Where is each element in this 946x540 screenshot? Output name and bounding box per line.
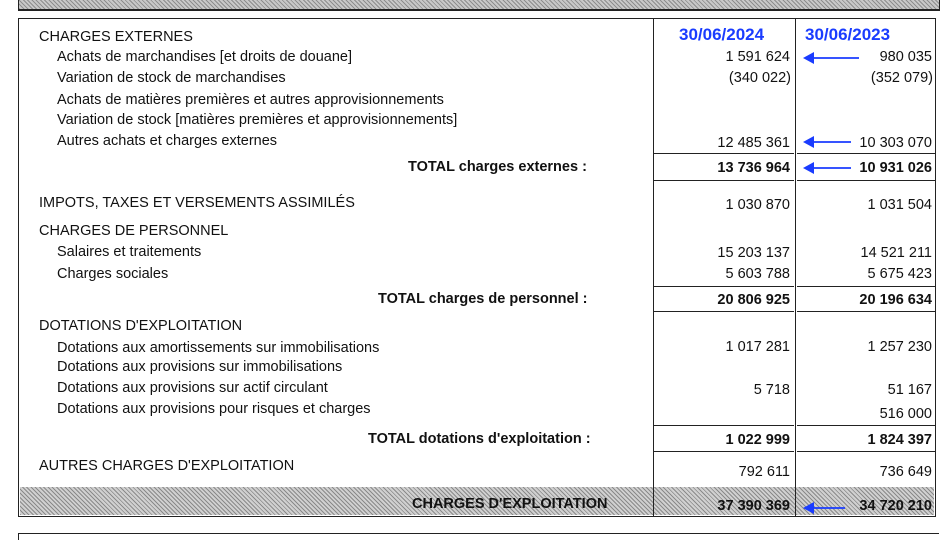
total-rule: [654, 311, 794, 312]
section-title-impots: IMPOTS, TAXES ET VERSEMENTS ASSIMILÉS: [39, 195, 355, 211]
section-title-dotations: DOTATIONS D'EXPLOITATION: [39, 318, 243, 334]
total-rule: [797, 180, 936, 181]
subtotal-rule: [654, 286, 794, 287]
row-value-2024: 792 611: [738, 464, 790, 480]
row-label: Achats de marchandises [et droits de douane]: [57, 49, 353, 65]
row-label: Dotations aux amortissements sur immobilisations: [57, 340, 380, 356]
row-value-2023: 1 257 230: [867, 339, 932, 355]
row-label: Dotations aux provisions sur immobilisations: [57, 359, 343, 375]
arrow-left-icon: [802, 135, 852, 149]
row-label: Autres achats et charges externes: [57, 133, 278, 149]
column-divider-2: [795, 18, 796, 517]
row-value-2023: 516 000: [879, 406, 932, 422]
section-title-personnel: CHARGES DE PERSONNEL: [39, 223, 229, 239]
row-value-2023: 51 167: [887, 382, 932, 398]
total-rule: [797, 311, 936, 312]
grand-total-value-2023: 34 720 210: [859, 498, 932, 514]
row-label: Charges sociales: [57, 266, 169, 282]
total-value-2024: 1 022 999: [725, 432, 790, 448]
row-value-2024: 1 591 624: [725, 49, 790, 65]
row-label: Salaires et traitements: [57, 244, 202, 260]
subtotal-rule: [654, 425, 794, 426]
row-value-2023: 10 303 070: [859, 135, 932, 151]
row-value-2023: 5 675 423: [867, 266, 932, 282]
total-value-2023: 20 196 634: [859, 292, 932, 308]
row-value-2024: 1 017 281: [725, 339, 790, 355]
grand-total-label: CHARGES D'EXPLOITATION: [412, 496, 608, 512]
row-value-2024: (340 022): [728, 70, 791, 86]
total-value-2023: 10 931 026: [859, 160, 932, 176]
arrow-left-icon: [802, 51, 860, 65]
row-value-2024: 5 718: [753, 382, 790, 398]
arrow-left-icon: [802, 161, 852, 175]
total-label-charges-externes: TOTAL charges externes :: [408, 159, 587, 175]
column-header-2023: 30/06/2023: [805, 25, 891, 44]
row-value-2024: 1 030 870: [725, 197, 790, 213]
row-label: Achats de matières premières et autres approvisionnements: [57, 92, 444, 108]
column-divider-1: [653, 487, 654, 515]
subtotal-rule: [797, 286, 936, 287]
row-value-2024: 12 485 361: [717, 135, 790, 151]
total-label-dotations: TOTAL dotations d'exploitation :: [368, 431, 591, 447]
total-label-personnel: TOTAL charges de personnel :: [378, 291, 588, 307]
total-rule: [797, 451, 936, 452]
column-divider-2: [795, 487, 796, 515]
section-title-autres-charges: AUTRES CHARGES D'EXPLOITATION: [39, 458, 295, 474]
section-title-charges-externes: CHARGES EXTERNES: [39, 29, 193, 45]
total-value-2023: 1 824 397: [867, 432, 932, 448]
subtotal-rule: [797, 425, 936, 426]
row-value-2023: 14 521 211: [860, 245, 932, 261]
row-label: Dotations aux provisions pour risques et charges: [57, 401, 371, 417]
column-header-2024: 30/06/2024: [679, 25, 765, 44]
total-rule: [654, 180, 794, 181]
row-label: Dotations aux provisions sur actif circulant: [57, 380, 328, 396]
arrow-left-icon: [802, 501, 846, 515]
row-label: Variation de stock de marchandises: [57, 70, 286, 86]
subtotal-rule: [797, 153, 936, 154]
total-rule: [654, 451, 794, 452]
total-value-2024: 13 736 964: [717, 160, 790, 176]
row-value-2023: (352 079): [870, 70, 933, 86]
total-value-2024: 20 806 925: [717, 292, 790, 308]
row-value-2023: 980 035: [879, 49, 932, 65]
column-divider-1: [653, 18, 654, 517]
row-value-2023: 1 031 504: [867, 197, 932, 213]
top-strip: [18, 0, 940, 11]
row-value-2024: 15 203 137: [717, 245, 790, 261]
row-value-2023: 736 649: [879, 464, 932, 480]
subtotal-rule: [654, 153, 794, 154]
grand-total-value-2024: 37 390 369: [717, 498, 790, 514]
row-label: Variation de stock [matières premières et approvisionnements]: [57, 112, 458, 128]
row-value-2024: 5 603 788: [725, 266, 790, 282]
